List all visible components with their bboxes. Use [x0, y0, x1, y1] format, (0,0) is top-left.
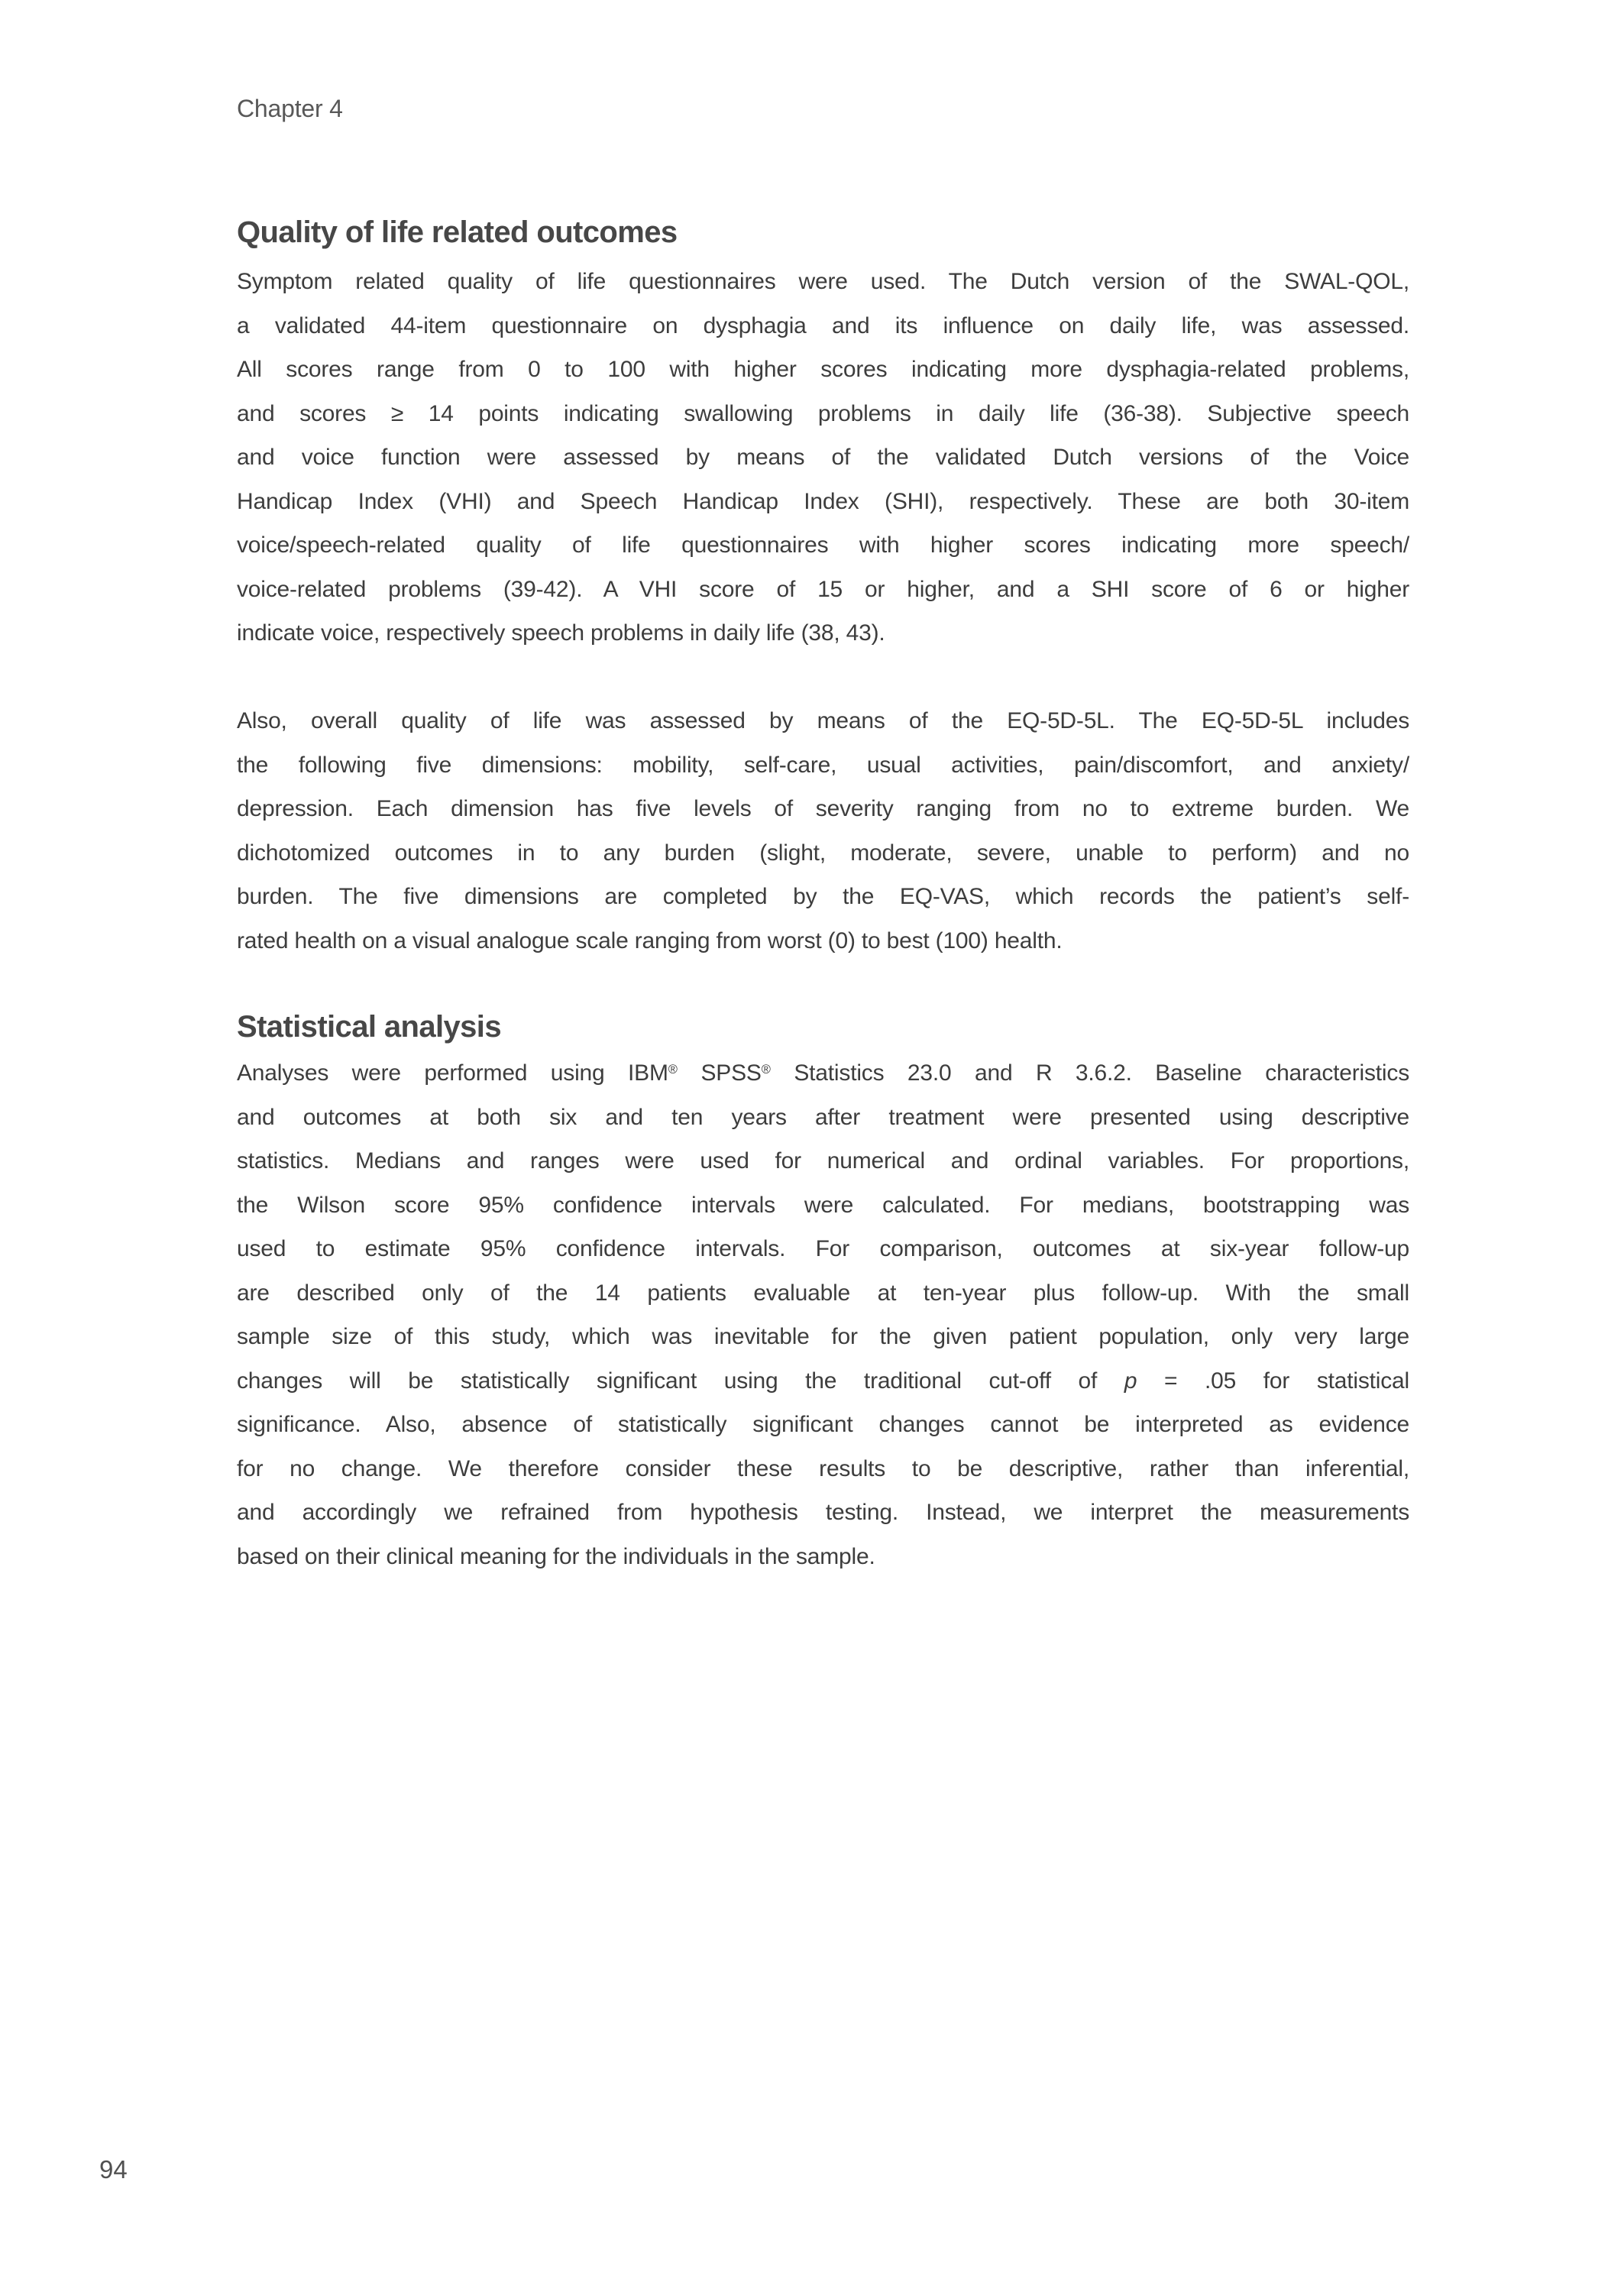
section-heading: Statistical analysis — [237, 1010, 501, 1044]
page-number: 94 — [99, 2155, 128, 2184]
section-heading: Quality of life related outcomes — [237, 215, 678, 249]
text-line: voice-related problems (39-42). A VHI score of 15 or higher, and a SHI score of 6 or higher — [237, 576, 1409, 602]
text-line: based on their clinical meaning for the individuals in the sample. — [237, 1543, 875, 1569]
registered-trademark-icon: ® — [668, 1063, 678, 1076]
paragraph — [237, 260, 1409, 656]
text-line: and scores ≥ 14 points indicating swallowing problems in daily life (36-38). Subjective speech — [237, 400, 1409, 426]
text-line: the following five dimensions: mobility, self-care, usual activities, pain/discomfort, and anxiety/ — [237, 752, 1409, 778]
running-header: Chapter 4 — [237, 95, 343, 122]
text-line: and outcomes at both six and ten years after treatment were presented using descriptive — [237, 1104, 1409, 1130]
text-line: a validated 44-item questionnaire on dysphagia and its influence on daily life, was assessed. — [237, 312, 1409, 338]
text-line: dichotomized outcomes in to any burden (slight, moderate, severe, unable to perform) and no — [237, 840, 1409, 866]
text-line: and voice function were assessed by means of the validated Dutch versions of the Voice — [237, 445, 1409, 470]
text-line: significance. Also, absence of statistically significant changes cannot be interpreted as evidence — [237, 1412, 1409, 1438]
text-line: indicate voice, respectively speech problems in daily life (38, 43). — [237, 620, 885, 646]
text-line: sample size of this study, which was inevitable for the given patient population, only very large — [237, 1324, 1409, 1350]
text-line: used to estimate 95% confidence intervals. For comparison, outcomes at six-year follow-up — [237, 1236, 1409, 1262]
paragraph — [237, 699, 1409, 963]
text-line: for no change. We therefore consider these results to be descriptive, rather than inferential, — [237, 1455, 1409, 1481]
text-line: rated health on a visual analogue scale ranging from worst (0) to best (100) health. — [237, 927, 1063, 953]
text-line: statistics. Medians and ranges were used for numerical and ordinal variables. For proportions, — [237, 1148, 1409, 1174]
paragraph — [237, 1048, 1409, 1578]
text-line: Symptom related quality of life questionnaires were used. The Dutch version of the SWAL-QOL, — [237, 269, 1409, 294]
text-line: voice/speech-related quality of life questionnaires with higher scores indicating more speech/ — [237, 533, 1409, 558]
text-line: depression. Each dimension has five levels of severity ranging from no to extreme burden. We — [237, 796, 1409, 821]
text-line: burden. The five dimensions are completed by the EQ-VAS, which records the patient’s self- — [237, 884, 1409, 909]
text-line: Also, overall quality of life was assessed by means of the EQ-5D-5L. The EQ-5D-5L includes — [237, 708, 1409, 733]
text-line: changes will be statistically significant using the traditional cut-off of p = .05 for statistical — [237, 1368, 1409, 1394]
text-line: Analyses were performed using IBM® SPSS® Statistics 23.0 and R 3.6.2. Baseline characteristics — [237, 1060, 1409, 1086]
text-line: are described only of the 14 patients evaluable at ten-year plus follow-up. With the small — [237, 1280, 1409, 1306]
text-line: the Wilson score 95% confidence intervals were calculated. For medians, bootstrapping was — [237, 1192, 1409, 1218]
text-line: Handicap Index (VHI) and Speech Handicap Index (SHI), respectively. These are both 30-item — [237, 488, 1409, 514]
text-line: and accordingly we refrained from hypothesis testing. Instead, we interpret the measurements — [237, 1500, 1409, 1526]
text-line: All scores range from 0 to 100 with higher scores indicating more dysphagia-related problems, — [237, 357, 1409, 382]
registered-trademark-icon: ® — [761, 1063, 771, 1076]
